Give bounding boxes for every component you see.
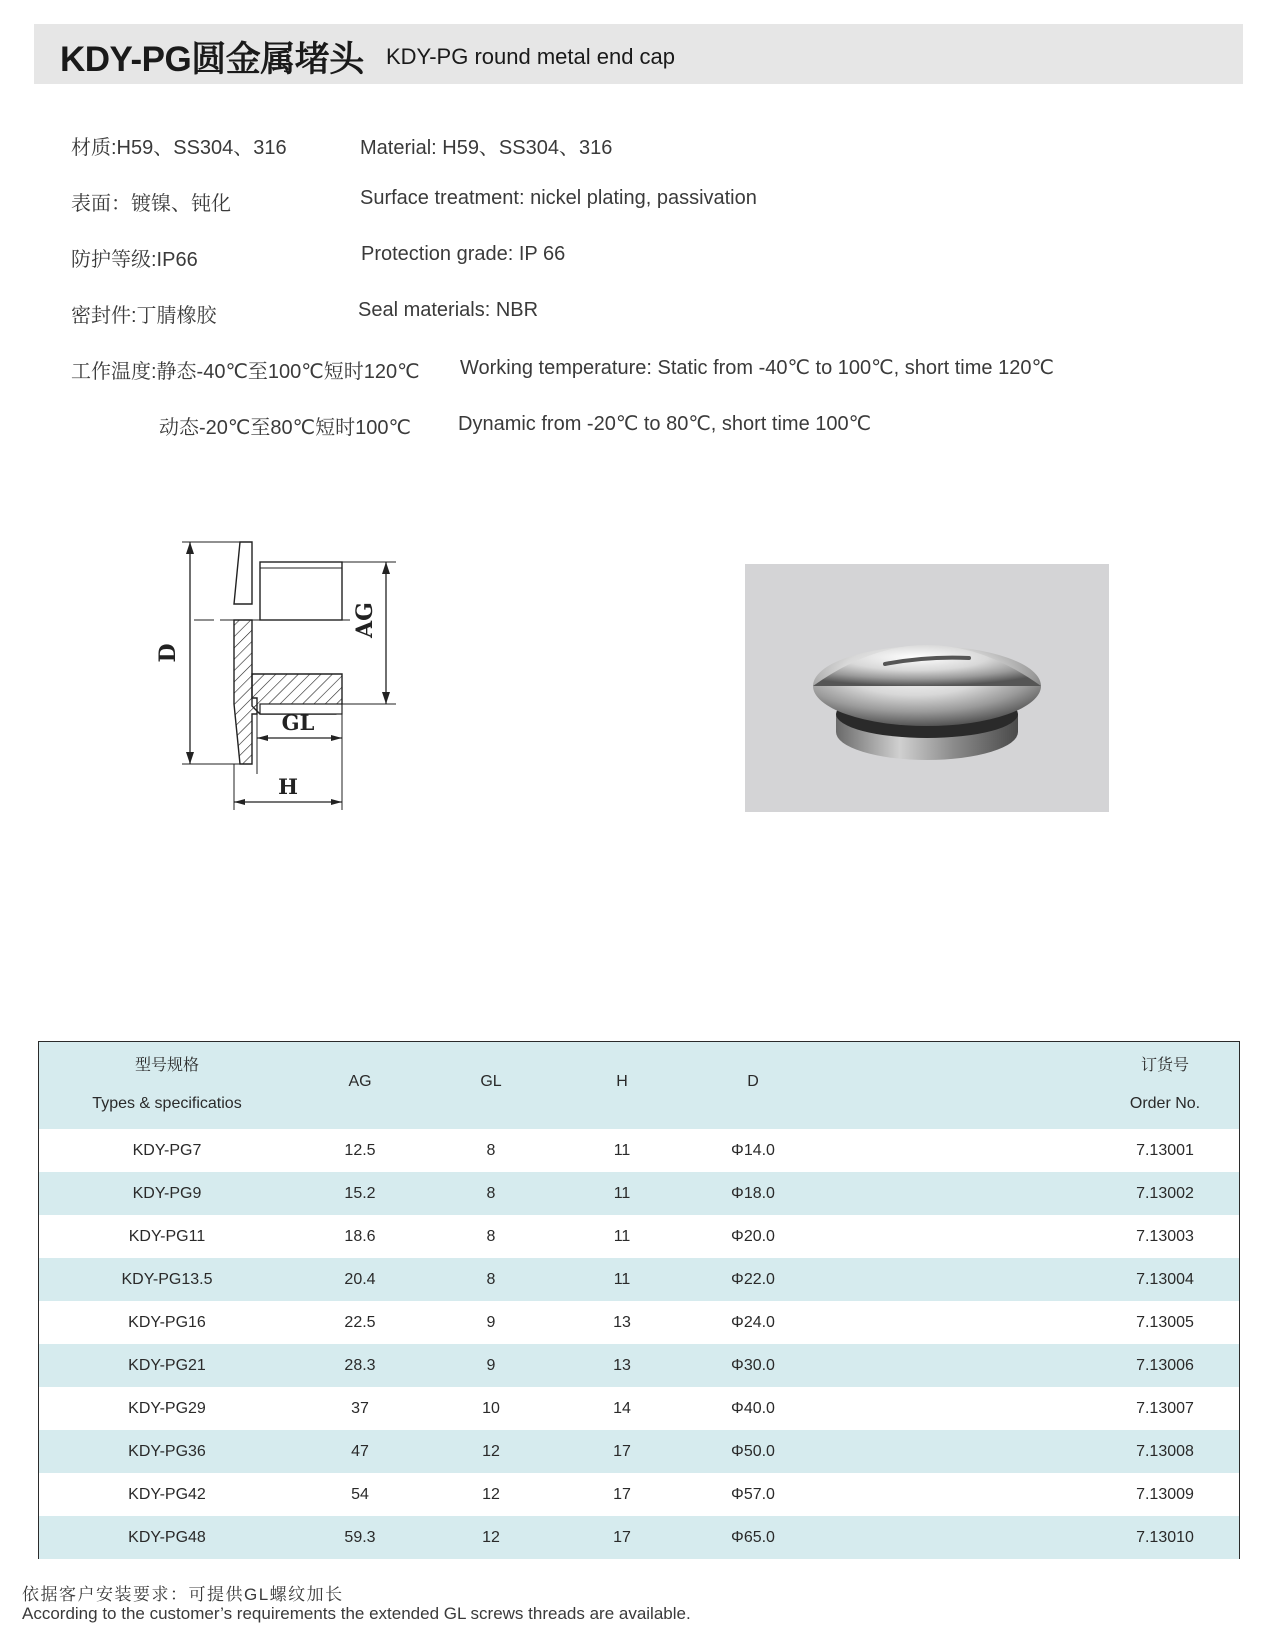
label-h: H [278, 774, 298, 799]
spec-material-cn: 材质:H59、SS304、316 [71, 137, 287, 159]
cell-ag: 22.5 [344, 1314, 376, 1331]
spec-table [38, 1041, 1240, 1559]
footer-note-en: According to the customer’s requirements the extended GL screws threads are available. [22, 1604, 691, 1623]
title-chinese: KDY-PG圆金属堵头 [60, 40, 364, 79]
cell-gl: 9 [486, 1357, 496, 1374]
header-gl: GL [480, 1073, 502, 1090]
spec-seal-cn: 密封件:丁腈橡胶 [71, 305, 217, 327]
header-h: H [616, 1073, 628, 1090]
cell-gl: 12 [482, 1443, 500, 1460]
spec-material-en: Material: H59、SS304、316 [360, 137, 613, 159]
spec-temp-dynamic-cn: 动态-20℃至80℃短时100℃ [159, 417, 411, 439]
label-d: D [155, 643, 181, 663]
cell-type: KDY-PG42 [128, 1486, 206, 1503]
label-ag: AG [352, 602, 378, 638]
cell-order: 7.13004 [1136, 1271, 1194, 1288]
cell-order: 7.13003 [1136, 1228, 1194, 1245]
table-row [39, 1215, 1239, 1258]
cell-gl: 8 [486, 1228, 496, 1245]
spec-protection-en: Protection grade: IP 66 [361, 243, 566, 265]
cell-order: 7.13005 [1136, 1314, 1194, 1331]
spec-surface-cn: 表面：镀镍、钝化 [71, 193, 231, 215]
table-row [39, 1258, 1239, 1301]
cell-d: Φ22.0 [731, 1271, 775, 1288]
cell-type: KDY-PG16 [128, 1314, 206, 1331]
cell-type: KDY-PG7 [132, 1142, 202, 1159]
spec-protection-cn: 防护等级:IP66 [71, 249, 198, 271]
cell-h: 17 [613, 1529, 631, 1546]
cell-gl: 10 [482, 1400, 500, 1417]
cell-order: 7.13002 [1136, 1185, 1194, 1202]
cell-gl: 12 [482, 1529, 500, 1546]
cell-d: Φ24.0 [731, 1314, 775, 1331]
cell-type: KDY-PG36 [128, 1443, 206, 1460]
cell-gl: 8 [486, 1271, 496, 1288]
cell-type: KDY-PG13.5 [121, 1271, 213, 1288]
cell-h: 13 [613, 1357, 631, 1374]
product-photo [745, 564, 1109, 812]
cell-type: KDY-PG48 [128, 1529, 206, 1546]
cell-d: Φ65.0 [731, 1529, 775, 1546]
table-header [39, 1042, 1239, 1129]
table-row [39, 1387, 1239, 1430]
cell-ag: 54 [351, 1486, 369, 1503]
technical-drawing [150, 528, 430, 828]
cell-h: 11 [613, 1228, 631, 1245]
cell-d: Φ40.0 [731, 1400, 775, 1417]
table-row [39, 1344, 1239, 1387]
table-row [39, 1301, 1239, 1344]
cell-d: Φ18.0 [731, 1185, 775, 1202]
header-type-cn: 型号规格 [134, 1057, 199, 1074]
table-row [39, 1473, 1239, 1516]
table-row [39, 1172, 1239, 1215]
cell-d: Φ30.0 [731, 1357, 775, 1374]
cell-ag: 59.3 [344, 1529, 376, 1546]
table-row [39, 1430, 1239, 1473]
spec-surface-en: Surface treatment: nickel plating, passivation [360, 187, 757, 209]
cell-d: Φ14.0 [731, 1142, 775, 1159]
cell-order: 7.13008 [1136, 1443, 1194, 1460]
cell-gl: 9 [486, 1314, 496, 1331]
header-type-en: Types & specificatios [92, 1095, 242, 1112]
cell-d: Φ57.0 [731, 1486, 775, 1503]
header-order-cn: 订货号 [1140, 1057, 1189, 1074]
title-english: KDY-PG round metal end cap [386, 44, 676, 69]
title-bar [34, 24, 1243, 84]
footer-note-cn: 依据客户安装要求：可提供GL螺纹加长 [22, 1585, 344, 1604]
cell-ag: 12.5 [344, 1142, 376, 1159]
cell-order: 7.13007 [1136, 1400, 1194, 1417]
header-d: D [747, 1073, 759, 1090]
cell-h: 14 [613, 1400, 631, 1417]
cell-order: 7.13010 [1136, 1529, 1194, 1546]
table-row [39, 1129, 1239, 1172]
header-ag: AG [348, 1073, 372, 1090]
spec-temp-static-cn: 工作温度:静态-40℃至100℃短时120℃ [71, 361, 420, 383]
cell-order: 7.13001 [1136, 1142, 1194, 1159]
cell-gl: 12 [482, 1486, 500, 1503]
cell-gl: 8 [486, 1185, 496, 1202]
cell-type: KDY-PG11 [128, 1228, 206, 1245]
cell-ag: 47 [351, 1443, 369, 1460]
cell-d: Φ20.0 [731, 1228, 775, 1245]
cell-h: 13 [613, 1314, 631, 1331]
cell-h: 17 [613, 1486, 631, 1503]
cell-ag: 20.4 [344, 1271, 376, 1288]
cell-order: 7.13006 [1136, 1357, 1194, 1374]
cell-type: KDY-PG21 [128, 1357, 206, 1374]
header-order-en: Order No. [1129, 1095, 1201, 1112]
cell-ag: 15.2 [344, 1185, 376, 1202]
spec-temp-dynamic-en: Dynamic from -20℃ to 80℃, short time 100℃ [458, 413, 872, 435]
label-gl: GL [281, 710, 315, 735]
cell-ag: 28.3 [344, 1357, 376, 1374]
cell-h: 11 [613, 1142, 631, 1159]
cell-type: KDY-PG29 [128, 1400, 206, 1417]
cell-type: KDY-PG9 [132, 1185, 202, 1202]
table-row [39, 1516, 1239, 1559]
cell-d: Φ50.0 [731, 1443, 775, 1460]
cell-gl: 8 [486, 1142, 496, 1159]
spec-temp-static-en: Working temperature: Static from -40℃ to 100℃, short time 120℃ [460, 357, 1054, 379]
cell-ag: 18.6 [344, 1228, 376, 1245]
cell-h: 11 [613, 1185, 631, 1202]
cell-h: 11 [613, 1271, 631, 1288]
cell-ag: 37 [351, 1400, 369, 1417]
spec-seal-en: Seal materials: NBR [358, 299, 539, 321]
cell-order: 7.13009 [1136, 1486, 1194, 1503]
cell-h: 17 [613, 1443, 631, 1460]
